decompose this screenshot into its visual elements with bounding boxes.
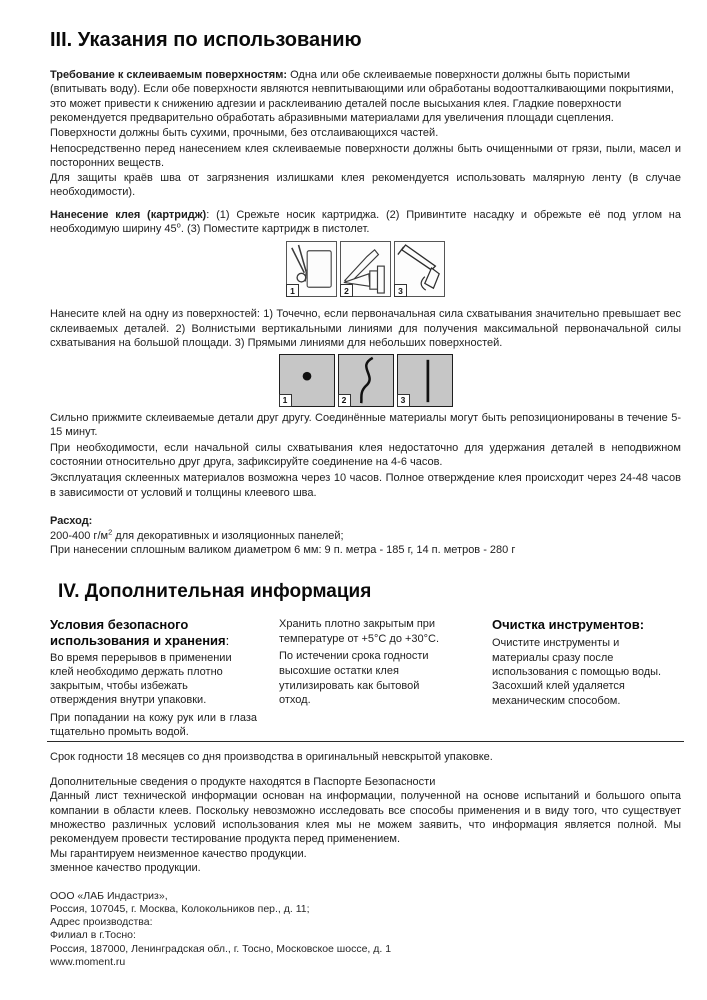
consumption-line-1a: 200-400 г/м [50,529,109,542]
figure-straight-line-pattern [397,354,453,407]
apply-methods-paragraph: Нанесите клей на одну из поверхностей: 1) Точечно, если первоначальная сила схватывания значительно превышает вес склеиваемых деталей. 2) Волнистыми вертикальными линиями для получения максимальной первоначальной силы схватывания на большой площади. 3) Прямыми линиями для небольших поверхностей. [50,308,681,350]
figure-dot-pattern [279,354,335,407]
safety-title-text: Условия безопасного использования и хранения [50,617,226,649]
application-text-1: : (1) Срежьте носик картриджа. (2) Привинтите насадку и обрежьте её под углом на необходимую ширину 45 [50,208,681,236]
shelf-life-paragraph: Срок годности 18 месяцев со дня производства в оригинальный невскрытой упаковке. [50,751,493,764]
consumption-line-2: При нанесении сплошным валиком диаметром 6 мм: 9 п. метра - 185 г, 14 п. метров - 280 г [50,543,516,556]
surface-requirements-text: Одна или обе склеиваемые поверхности должны быть пористыми (впитывать воду). Если обе поверхности являются невпитывающими или обработаны водоотталкивающими покрытиями, это может привести к снижению адгезии и расклеиванию деталей после высыхания клея. Гладкие поверхности рекомендуется предварительно обработать абразивными материалами для увеличения площади сцепления. Поверхности должны быть сухими, прочными, без отслаивающихся частей. [50,69,674,139]
figure-cut-nozzle-angle [340,241,391,297]
figure-number-badge: 2 [340,284,353,297]
application-lead: Нанесение клея (картридж) [50,208,207,221]
figure-number-badge: 1 [286,284,299,297]
footer-company-address: Россия, 107045, г. Москва, Колокольников пер., д. 11; [50,902,310,915]
storage-column [279,617,451,739]
square-meter-superscript: 2 [108,526,113,536]
cartridge-steps-figure [50,241,681,297]
application-text-2: . (3) Поместите картридж в пистолет. [180,223,370,236]
storage-paragraph-1: Хранить плотно закрытым при температуре от +5°С до +30°С. [279,618,440,646]
msds-note-paragraph: Дополнительные сведения о продукте находятся в Паспорте Безопасности [50,775,436,788]
footer-production-address-label: Адрес производства: [50,916,153,929]
cleaning-note-paragraph: Непосредственно перед нанесением клея склеиваемые поверхности должны быть очищенными от грязи, пыли, масел и посторонних веществ. [50,143,681,170]
safety-column [50,617,257,739]
consumption-title-text: Расход: [50,515,93,528]
consumption-line-1 [50,526,681,543]
footer-company-name: ООО «ЛАБ Индастриз», [50,889,168,902]
fix-note-paragraph: При необходимости, если начальной силы схватывания клея недостаточно для удержания деталей в неподвижном состоянии относительно друг друга, зафиксируйте соединение на 4-6 часов. [50,441,681,468]
figure-number-badge: 2 [338,394,351,407]
figure-cut-nozzle-tip [286,241,337,297]
consumption-line-1b: для декоративных и изоляционных панелей; [112,529,344,542]
storage-paragraph-2: По истечении срока годности высохшие остатки клея утилизировать как бытовой отход. [279,649,429,707]
quality-note-fragment: зменное качество продукции. [50,862,201,875]
figure-wavy-line-pattern [338,354,394,407]
tape-note-paragraph: Для защиты краёв шва от загрязнения излишками клея рекомендуется использовать малярную ленту (в случае необходимости). [50,171,681,199]
footer-branch: Филиал в г.Тосно: [50,929,136,942]
surface-requirements-lead: Требование к склеиваемым поверхностям: [50,69,288,81]
quality-note-paragraph: Мы гарантируем неизменное качество продукции. [50,847,307,860]
divider [47,741,684,742]
figure-number-badge: 1 [279,394,292,407]
surface-requirements-paragraph [50,68,681,140]
safety-title-colon: : [225,633,230,649]
consumption-title [50,514,681,528]
disclaimer-paragraph: Данный лист технической информации основан на информации, полученной на основе испытаний и большого опыта компании в области клеев. Поскольку невозможно исследовать все способы применения и в виду того, что существует множество различных условий использования клея мы не можем заявить, что информация является полной. Мы рекомендуем провести тестирование продукта перед применением. [50,790,681,846]
figure-number-badge: 3 [394,284,407,297]
section-3-title: III. Указания по использованию [50,29,362,51]
safety-column-title [50,617,257,649]
safety-paragraph-2: При попадании на кожу рук или в глаза тщательно промыть водой. [50,712,257,739]
figure-cartridge-in-gun [394,241,445,297]
application-paragraph [50,208,681,237]
curing-note-paragraph: Эксплуатация склеенных материалов возможна через 10 часов. Полное отверждение клея происходит через 24-48 часов в зависимости от условий и толщины клеевого шва. [50,472,681,499]
footer-block [50,890,681,970]
footer-website: www.moment.ru [50,956,126,969]
safety-paragraph-1: Во время перерывов в применении клей необходимо держать плотно закрытым, чтобы избежать отверждения внутри упаковки. [50,652,232,707]
figure-number-badge: 3 [397,394,410,407]
footer-production-address: Россия, 187000, Ленинградская обл., г. Тосно, Московское шоссе, д. 1 [50,942,392,955]
section-4-title: IV. Дополнительная информация [58,581,372,603]
cleanup-column [492,617,672,739]
application-patterns-figure [50,354,681,407]
cleanup-paragraph: Очистите инструменты и материалы сразу после использования с помощью воды. Засохший клей удаляется механическим способом. [492,637,662,707]
press-note-paragraph: Сильно прижмите склеиваемые детали друг другу. Соединённые материалы могут быть репозиционированы в течение 5-15 минут. [50,411,681,439]
cleanup-column-title: Очистка инструментов: [492,617,645,633]
degree-superscript: о [176,220,181,230]
additional-info-columns [50,617,681,739]
